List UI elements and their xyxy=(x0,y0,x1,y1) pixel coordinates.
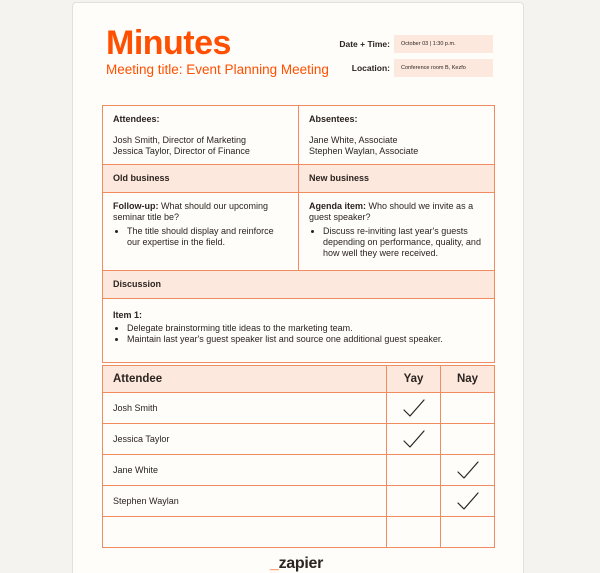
absentees-cell xyxy=(299,106,495,165)
check-mark-icon xyxy=(402,429,426,449)
vote-row-attendee: Jane White xyxy=(103,455,387,486)
attendees-label: Attendees: xyxy=(113,114,160,124)
vote-row xyxy=(103,486,495,517)
vote-row-nay xyxy=(441,393,495,424)
absentees-label: Absentees: xyxy=(309,114,358,124)
vote-row-attendee: Stephen Waylan xyxy=(103,486,387,517)
old-business-cell xyxy=(103,193,299,271)
location-value: Conference room B, Kezfo xyxy=(394,59,493,77)
yay-column-header: Yay xyxy=(387,366,441,393)
minutes-document xyxy=(72,2,524,573)
vote-table xyxy=(102,365,495,548)
check-mark-icon xyxy=(456,491,480,511)
absentee-line: Stephen Waylan, Associate xyxy=(309,146,419,156)
check-mark-icon xyxy=(402,398,426,418)
attendee-column-header: Attendee xyxy=(103,366,387,393)
discussion-bullet: • Maintain last year's guest speaker list and source one additional guest speaker. xyxy=(127,334,484,345)
vote-row-yay xyxy=(387,424,441,455)
follow-up-label: Follow-up: xyxy=(113,201,159,211)
new-business-bullet: • Discuss re-inviting last year's guests depending on performance, quality, and how well they were received. xyxy=(323,226,484,259)
vote-row-attendee: Josh Smith xyxy=(103,393,387,424)
vote-row-yay xyxy=(387,455,441,486)
minutes-table xyxy=(102,105,495,363)
old-business-bullet: • The title should display and reinforce our expertise in the field. xyxy=(127,226,288,248)
vote-row-nay xyxy=(441,455,495,486)
vote-row-yay xyxy=(387,517,441,548)
agenda-item-text: Who should we invite as a guest speaker? xyxy=(309,201,474,222)
vote-row-attendee xyxy=(103,517,387,548)
vote-row xyxy=(103,455,495,486)
date-label: Date + Time: xyxy=(339,39,390,49)
follow-up-text: What should our upcoming seminar title be? xyxy=(113,201,269,222)
discussion-item-label: Item 1: xyxy=(113,310,143,320)
discussion-cell xyxy=(103,299,495,363)
attendee-line: Jessica Taylor, Director of Finance xyxy=(113,146,250,156)
old-business-header: Old business xyxy=(103,165,299,193)
attendee-line: Josh Smith, Director of Marketing xyxy=(113,135,247,145)
check-mark-icon xyxy=(456,460,480,480)
date-value: October 03 | 1:30 p.m. xyxy=(394,35,493,53)
vote-row-yay xyxy=(387,393,441,424)
vote-row-nay xyxy=(441,517,495,548)
new-business-header: New business xyxy=(299,165,495,193)
vote-row xyxy=(103,393,495,424)
zapier-logo: _zapier xyxy=(270,555,324,572)
location-label: Location: xyxy=(351,63,390,73)
agenda-item-label: Agenda item: xyxy=(309,201,367,211)
vote-row xyxy=(103,424,495,455)
vote-row xyxy=(103,517,495,548)
vote-row-yay xyxy=(387,486,441,517)
vote-row-attendee: Jessica Taylor xyxy=(103,424,387,455)
nay-column-header: Nay xyxy=(441,366,495,393)
new-business-cell xyxy=(299,193,495,271)
vote-row-nay xyxy=(441,424,495,455)
discussion-bullet: • Delegate brainstorming title ideas to the marketing team. xyxy=(127,323,484,334)
meeting-title: Meeting title: Event Planning Meeting xyxy=(106,62,329,77)
attendees-cell xyxy=(103,106,299,165)
vote-row-nay xyxy=(441,486,495,517)
discussion-header: Discussion xyxy=(103,271,495,299)
absentee-line: Jane White, Associate xyxy=(309,135,398,145)
page-title: Minutes xyxy=(106,24,231,62)
